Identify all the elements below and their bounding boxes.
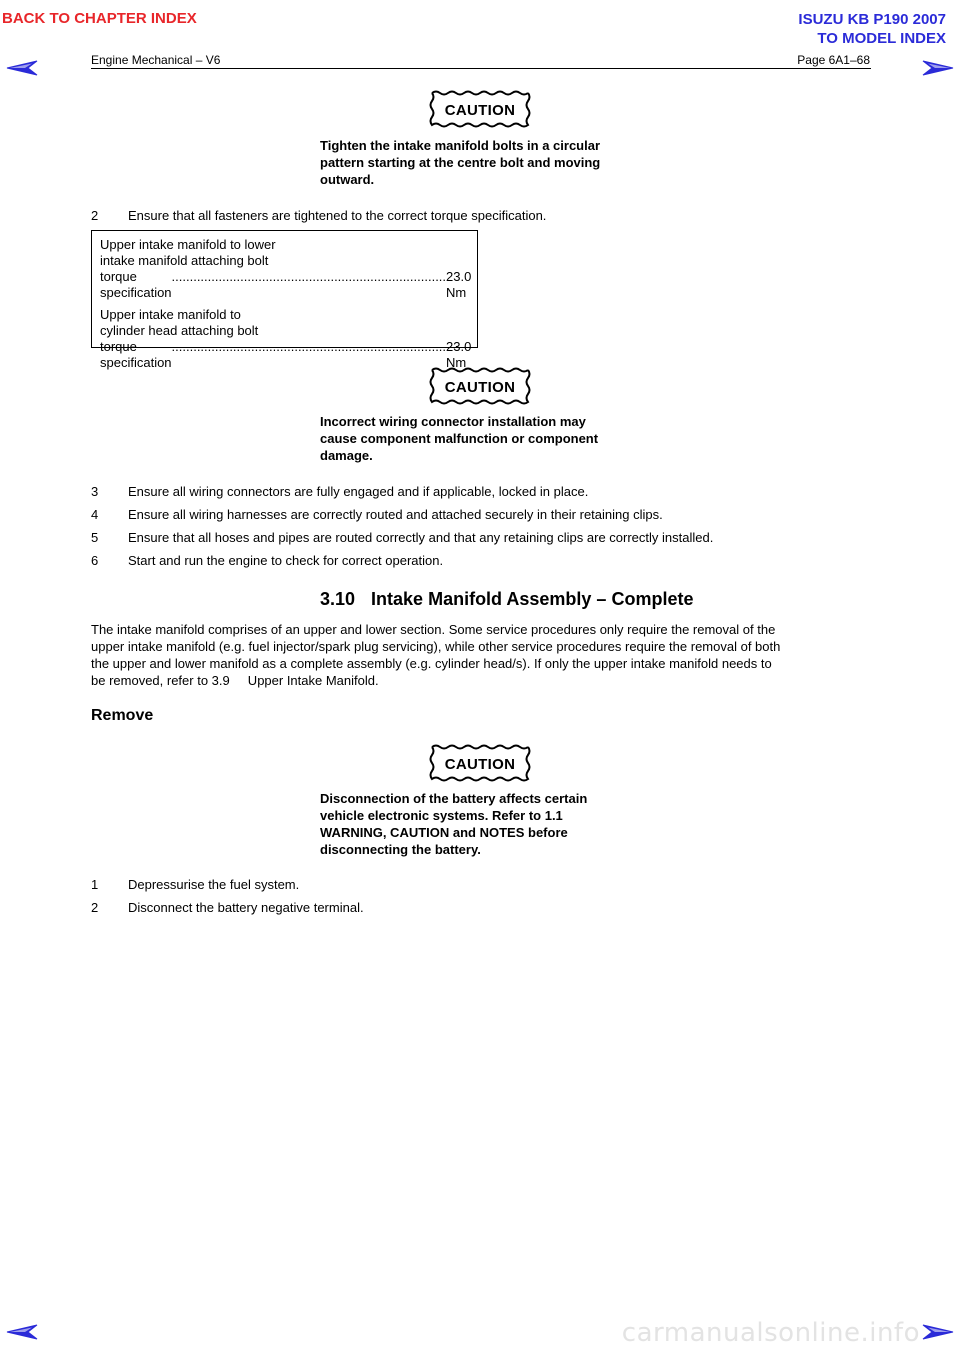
caution-line: vehicle electronic systems. Refer to 1.1	[320, 808, 563, 823]
step-text: Ensure that all hoses and pipes are routed correctly and that any retaining clips are correctly installed.	[128, 530, 714, 545]
remove-heading: Remove	[91, 707, 154, 724]
model-title: ISUZU KB P190 2007	[798, 11, 946, 28]
paragraph-line: be removed, refer to 3.9 Upper Intake Manifold.	[91, 673, 379, 688]
caution-label: CAUTION	[444, 755, 516, 773]
header-section-title: Engine Mechanical – V6	[91, 53, 221, 67]
caution-line: damage.	[320, 448, 373, 463]
caution-line: pattern starting at the centre bolt and moving	[320, 155, 601, 170]
back-to-chapter-index-link[interactable]: BACK TO CHAPTER INDEX	[2, 10, 197, 27]
torque-spec-row	[100, 339, 472, 371]
step-text: Start and run the engine to check for correct operation.	[128, 553, 444, 568]
torque-spec-label: Upper intake manifold to	[100, 307, 241, 322]
caution-badge	[428, 90, 532, 130]
section-number: 3.10	[320, 589, 356, 609]
caution-line: Disconnection of the battery affects certain	[320, 791, 588, 806]
torque-spec-label: intake manifold attaching bolt	[100, 253, 269, 268]
torque-spec-value: 23.0 Nm	[446, 339, 472, 370]
step-text: Depressurise the fuel system.	[128, 877, 300, 892]
step-text: Ensure that all fasteners are tightened to the correct torque specification.	[128, 208, 547, 223]
header-rule	[91, 68, 871, 69]
caution-line: Incorrect wiring connector installation may	[320, 414, 586, 429]
step-text: Disconnect the battery negative terminal.	[128, 900, 364, 915]
caution-line: cause component malfunction or component	[320, 431, 599, 446]
watermark: carmanualsonline.info	[621, 1318, 920, 1348]
torque-spec-row	[100, 269, 472, 301]
next-page-arrow-icon[interactable]	[922, 60, 954, 76]
step-number: 2	[91, 208, 99, 223]
paragraph-line: the upper and lower manifold as a complete assembly (e.g. cylinder head/s). If only the upper intake manifold needs to	[91, 656, 772, 671]
caution-badge	[428, 367, 532, 407]
caution-label: CAUTION	[444, 101, 516, 119]
leader-dots: ............................................................................	[171, 339, 447, 354]
caution-note-bolt-pattern	[320, 137, 640, 188]
model-index-link[interactable]	[798, 10, 946, 48]
torque-spec-label: cylinder head attaching bolt	[100, 323, 259, 338]
caution-line: Tighten the intake manifold bolts in a circular	[320, 138, 601, 153]
to-model-index-label: TO MODEL INDEX	[817, 30, 946, 47]
paragraph-line: upper intake manifold (e.g. fuel injector/spark plug servicing), while other service procedures require the removal of both	[91, 639, 781, 654]
torque-spec-value: 23.0 Nm	[446, 269, 472, 300]
torque-spec-label: torque specification	[100, 339, 172, 370]
caution-line: disconnecting the battery.	[320, 842, 481, 857]
header-page-number: Page 6A1–68	[797, 53, 870, 67]
step-number: 1	[91, 877, 99, 892]
caution-note-battery	[320, 790, 640, 858]
caution-note-wiring	[320, 413, 640, 464]
step-number: 4	[91, 507, 99, 522]
caution-badge	[428, 744, 532, 784]
step-number: 6	[91, 553, 99, 568]
torque-spec-box	[91, 230, 478, 370]
paragraph-line: The intake manifold comprises of an upper and lower section. Some service procedures only require the removal of the	[91, 622, 776, 637]
caution-label: CAUTION	[444, 378, 516, 396]
leader-dots: ............................................................................	[171, 269, 447, 284]
previous-page-arrow-icon[interactable]	[6, 60, 38, 76]
torque-spec-label: Upper intake manifold to lower	[100, 237, 276, 252]
previous-page-bottom-arrow-icon[interactable]	[6, 1324, 38, 1340]
torque-spec-label: torque specification	[100, 269, 172, 300]
section-title: Intake Manifold Assembly – Complete	[371, 589, 694, 609]
step-text: Ensure all wiring connectors are fully engaged and if applicable, locked in place.	[128, 484, 589, 499]
step-text: Ensure all wiring harnesses are correctly routed and attached securely in their retaining clips.	[128, 507, 663, 522]
caution-line: WARNING, CAUTION and NOTES before	[320, 825, 568, 840]
intro-paragraph	[91, 621, 871, 689]
section-heading	[320, 589, 693, 610]
caution-line: outward.	[320, 172, 375, 187]
next-page-bottom-arrow-icon[interactable]	[922, 1324, 954, 1340]
step-number: 3	[91, 484, 99, 499]
step-number: 2	[91, 900, 99, 915]
step-number: 5	[91, 530, 99, 545]
